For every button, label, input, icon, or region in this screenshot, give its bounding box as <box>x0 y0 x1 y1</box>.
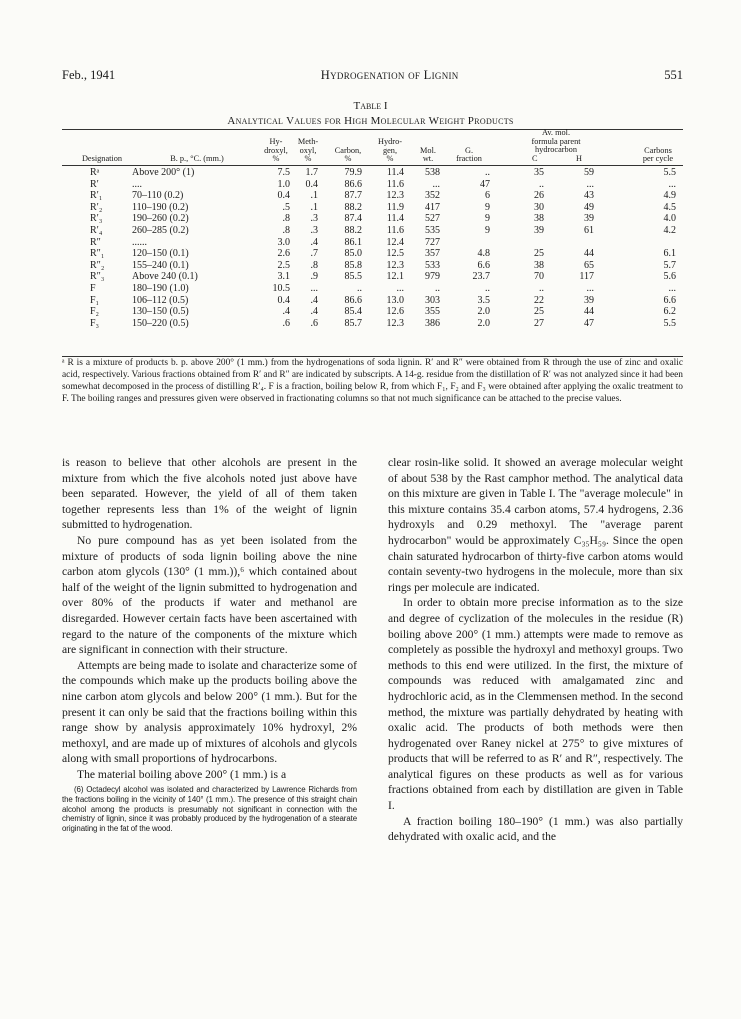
cell-carbon: 85.7 <box>344 317 362 329</box>
cell-bp: 150–220 (0.5) <box>132 317 189 329</box>
cell-molwt: .. <box>435 282 440 294</box>
cell-bp: 155–240 (0.1) <box>132 259 189 271</box>
cell-parent-h: 39 <box>584 294 594 306</box>
cell-hydroxyl: .4 <box>282 306 290 318</box>
col-header-avmol-line: hydrocarbon <box>535 145 577 155</box>
cell-designation: R′₃ <box>90 213 103 225</box>
cell-hydroxyl: 1.0 <box>277 178 290 190</box>
cell-designation: R′ <box>90 178 99 190</box>
table-header <box>62 128 683 165</box>
cell-hydrogen: 12.3 <box>386 259 404 271</box>
cell-hydroxyl: .8 <box>282 224 290 236</box>
table-header-rule <box>62 165 683 166</box>
cell-hydrogen: ... <box>396 282 404 294</box>
cell-gfraction: 6.6 <box>477 259 490 271</box>
cell-methoxyl: .1 <box>310 201 318 213</box>
cell-parent-c: 25 <box>534 306 544 318</box>
cell-carbons-per-cycle: ... <box>668 282 676 294</box>
cell-parent-h: 39 <box>584 213 594 225</box>
col-header-carbon-line: Carbon, <box>334 145 362 155</box>
cell-hydrogen: 12.6 <box>386 306 404 318</box>
paragraph: clear rosin-like solid. It showed an average molecular weight of about 538 by the Rast camphor method. The analytical data on this mixture are given in Table I. The "average molecule" in this mixture contains 35.4 carbon atoms, 57.4 hydrogens, 2.36 hydroxyls and 0.29 methoxyl. The "average parent hydrocarbon" would be approximately C₃₅H₅₉. Since the open chain saturated hydrocarbon of thirty-five carbon atoms would contain seventy-two hydrogens in the molecule, more than six rings per molecule are indicated. <box>388 456 683 594</box>
cell-hydrogen: 11.4 <box>386 213 404 225</box>
running-header <box>62 68 683 83</box>
paragraph: The material boiling above 200° (1 mm.) is a <box>77 767 287 781</box>
cell-hydrogen: 13.0 <box>386 294 404 306</box>
cell-gfraction: 4.8 <box>477 248 490 260</box>
cell-parent-h: 59 <box>584 167 594 178</box>
col-header-hydroxyl-line: Hy- <box>269 137 283 147</box>
cell-hydrogen: 12.4 <box>386 236 404 248</box>
cell-designation: R″₃ <box>90 271 105 283</box>
cell-parent-c: 38 <box>534 259 544 271</box>
col-header-avmol-sub <box>506 155 606 164</box>
cell-bp: Above 200° (1) <box>132 167 195 178</box>
table-row <box>62 306 683 318</box>
cell-molwt: 303 <box>425 294 440 306</box>
cell-methoxyl: .7 <box>310 248 318 260</box>
cell-hydroxyl: 10.5 <box>272 282 290 294</box>
cell-carbons-per-cycle: 5.5 <box>663 317 676 329</box>
cell-parent-c: .. <box>539 282 544 294</box>
cell-methoxyl: .1 <box>310 190 318 202</box>
cell-bp: .... <box>132 178 142 190</box>
table-row <box>62 202 683 214</box>
cell-methoxyl: .3 <box>310 213 318 225</box>
cell-designation: R″₂ <box>90 259 105 271</box>
cell-designation: F₂ <box>90 306 100 318</box>
col-header-methoxyl <box>288 138 328 164</box>
col-header-hydrogen <box>370 138 410 164</box>
right-column <box>388 455 683 845</box>
cell-parent-h: 44 <box>584 248 594 260</box>
cell-hydroxyl: 2.6 <box>277 248 290 260</box>
cell-designation: R′₂ <box>90 201 103 213</box>
cell-molwt: 533 <box>425 259 440 271</box>
header-title: Hydrogenation of Lignin <box>320 68 459 82</box>
header-page-number: 551 <box>664 68 683 82</box>
col-header-gfraction-line: fraction <box>456 154 482 164</box>
cell-hydrogen: 11.6 <box>386 224 404 236</box>
table-row <box>62 271 683 283</box>
col-header-hydroxyl-line: % <box>272 154 280 164</box>
cell-carbon: 86.1 <box>344 236 362 248</box>
table-caption: Table I <box>353 100 388 112</box>
col-header-carbon <box>326 147 370 164</box>
cell-parent-h: ... <box>586 178 594 190</box>
cell-gfraction: 6 <box>485 190 490 202</box>
table-row <box>62 213 683 225</box>
cell-carbons-per-cycle: 4.9 <box>663 190 676 202</box>
cell-gfraction: 2.0 <box>477 306 490 318</box>
table-row <box>62 167 683 179</box>
header-date: Feb., 1941 <box>62 68 116 82</box>
cell-gfraction: 9 <box>485 213 490 225</box>
cell-hydrogen: 12.3 <box>386 317 404 329</box>
cell-parent-c: 30 <box>534 201 544 213</box>
cell-carbon: 87.4 <box>344 213 362 225</box>
cell-designation: Rᵃ <box>90 167 100 178</box>
col-header-molwt <box>410 147 446 164</box>
cell-parent-c: 39 <box>534 224 544 236</box>
cell-carbon: 85.8 <box>344 259 362 271</box>
cell-bp: 190–260 (0.2) <box>132 213 189 225</box>
table-row <box>62 190 683 202</box>
paragraph: A fraction boiling 180–190° (1 mm.) was also partially dehydrated with oxalic acid, and the <box>388 814 683 844</box>
cell-carbons-per-cycle: 5.7 <box>663 259 676 271</box>
cell-parent-h: 117 <box>579 271 594 283</box>
cell-bp: 70–110 (0.2) <box>132 190 184 202</box>
cell-methoxyl: .9 <box>310 271 318 283</box>
cell-bp: ...... <box>132 236 147 248</box>
cell-parent-c: 38 <box>534 213 544 225</box>
cell-methoxyl: .4 <box>310 294 318 306</box>
col-header-carbon-line: % <box>344 154 352 164</box>
table-row <box>62 179 683 191</box>
cell-methoxyl: .8 <box>310 259 318 271</box>
cell-gfraction: 3.5 <box>477 294 490 306</box>
cell-bp: 260–285 (0.2) <box>132 224 189 236</box>
col-header-avmol-c: C <box>532 154 538 163</box>
cell-hydrogen: 11.9 <box>386 201 404 213</box>
cell-hydroxyl: 3.0 <box>277 236 290 248</box>
cell-hydroxyl: 2.5 <box>277 259 290 271</box>
col-header-carbons-line: per cycle <box>642 154 674 164</box>
cell-carbons-per-cycle: 5.6 <box>663 271 676 283</box>
cell-designation: F₃ <box>90 317 100 329</box>
cell-designation: R″₁ <box>90 248 105 260</box>
cell-bp: 180–190 (1.0) <box>132 282 189 294</box>
cell-gfraction: .. <box>485 167 490 178</box>
cell-hydroxyl: 7.5 <box>277 167 290 178</box>
col-header-hydrogen-line: Hydro- <box>378 137 402 147</box>
col-header-avmol-h: H <box>576 154 582 163</box>
cell-gfraction: 47 <box>480 178 490 190</box>
cell-bp: 106–112 (0.5) <box>132 294 189 306</box>
cell-designation: R′₄ <box>90 224 103 236</box>
cell-hydroxyl: .5 <box>282 201 290 213</box>
cell-carbons-per-cycle: 4.2 <box>663 224 676 236</box>
paragraph: In order to obtain more precise information as to the size and degree of cyclization of the molecules in the residue (R) boiling above 200° (1 mm.) attempts were made to remove as completely as possible the hydroxyl and methoxyl groups. Two methods to this end were utilized. In the first, the mixture of compounds was reduced with amalgamated zinc and hydrochloric acid, as in the Clemmensen method. In the second method, the mixture was partially dehydrated by heating with oxalic acid. The products of both methods were then hydrogenated over Raney nickel at 275° to give mixtures of products that will be referred to as R′ and R″, respectively. The analytical figures on these products as well as for various fractions obtained from each by distillation are given in Table I. <box>388 596 683 813</box>
cell-bp: 110–190 (0.2) <box>132 201 189 213</box>
cell-gfraction: 9 <box>485 201 490 213</box>
cell-parent-h: 43 <box>584 190 594 202</box>
cell-carbon: 85.0 <box>344 248 362 260</box>
left-column <box>62 455 357 833</box>
cell-carbon: 88.2 <box>344 201 362 213</box>
cell-hydrogen: 12.5 <box>386 248 404 260</box>
cell-parent-c: 27 <box>534 317 544 329</box>
cell-methoxyl: .4 <box>310 236 318 248</box>
cell-molwt: 386 <box>425 317 440 329</box>
cell-gfraction: 23.7 <box>472 271 490 283</box>
col-header-avmol <box>506 129 606 164</box>
cell-molwt: 979 <box>425 271 440 283</box>
cell-parent-c: .. <box>539 178 544 190</box>
cell-carbon: 88.2 <box>344 224 362 236</box>
cell-carbon: 79.9 <box>344 167 362 178</box>
cell-methoxyl: .4 <box>310 306 318 318</box>
cell-molwt: 538 <box>425 167 440 178</box>
cell-parent-h: 44 <box>584 306 594 318</box>
paragraph: Attempts are being made to isolate and characterize some of the compounds which make up the products boiling above the nine carbon atom glycols and below 200° (1 mm.). But for the present it can only be said that the fractions boiling within this range show by analysis approximately 10% hydroxyl, 2% methoxyl, and are made up of mixtures of alcohols and glycols along with small proportions of hydrocarbons. <box>62 658 357 766</box>
cell-carbon: 86.6 <box>344 294 362 306</box>
cell-hydrogen: 11.4 <box>386 167 404 178</box>
col-header-avmol-line: Av. mol. <box>541 128 571 138</box>
col-header-hydrogen-line: % <box>386 154 394 164</box>
cell-methoxyl: 1.7 <box>305 167 318 178</box>
col-header-carbons <box>628 147 688 164</box>
cell-carbon: 85.5 <box>344 271 362 283</box>
cell-carbons-per-cycle: ... <box>668 178 676 190</box>
cell-parent-c: 25 <box>534 248 544 260</box>
cell-carbons-per-cycle: 6.2 <box>663 306 676 318</box>
cell-molwt: 355 <box>425 306 440 318</box>
table-row <box>62 225 683 237</box>
paragraph: is reason to believe that other alcohols are present in the mixture from which the five alcohols noted just above have been separated. However, the yield of all of them taken together represents less than 1% of the weight of lignin submitted to hydrogenation. <box>62 456 357 532</box>
cell-hydroxyl: 0.4 <box>277 294 290 306</box>
cell-parent-h: ... <box>586 282 594 294</box>
col-header-methoxyl-line: % <box>304 154 312 164</box>
cell-carbon: 87.7 <box>344 190 362 202</box>
cell-parent-c: 22 <box>534 294 544 306</box>
col-header-gfraction <box>446 147 492 164</box>
cell-molwt: 357 <box>425 248 440 260</box>
cell-molwt: 352 <box>425 190 440 202</box>
col-header-bp: B. p., °C. (mm.) <box>170 154 224 164</box>
col-header-designation: Designation <box>81 154 123 164</box>
cell-gfraction: 2.0 <box>477 317 490 329</box>
cell-hydrogen: 12.1 <box>386 271 404 283</box>
cell-molwt: 535 <box>425 224 440 236</box>
cell-hydroxyl: 3.1 <box>277 271 290 283</box>
cell-parent-h: 65 <box>584 259 594 271</box>
cell-hydrogen: 11.6 <box>386 178 404 190</box>
cell-methoxyl: .6 <box>310 317 318 329</box>
col-header-hydroxyl-line: droxyl, <box>264 145 288 155</box>
cell-bp: 130–150 (0.5) <box>132 306 189 318</box>
col-header-molwt-line: Mol. <box>420 145 436 155</box>
cell-bp: 120–150 (0.1) <box>132 248 189 260</box>
cell-designation: R″ <box>90 236 101 248</box>
cell-carbons-per-cycle: 6.1 <box>663 248 676 260</box>
cell-hydrogen: 12.3 <box>386 190 404 202</box>
footnote-6: (6) Octadecyl alcohol was isolated and characterized by Lawrence Richards from the fractions boiling in the vicinity of 140° (1 mm.). The presence of this straight chain alcohol among the products is presumably not significant in connection with the chemistry of lignin, since it was probably produced by the hydrogenation of a stearate originating in the fat of the wood. <box>62 785 357 833</box>
col-header-molwt-line: wt. <box>422 154 434 164</box>
cell-parent-h: 47 <box>584 317 594 329</box>
col-header-avmol-line: formula parent <box>531 136 581 146</box>
paragraph: No pure compound has as yet been isolated from the mixture of products of soda lignin boiling above the nine carbon atom glycols (130° (1 mm.)),⁶ which contained about half of the weight of the lignin submitted to hydrogenation and over 80% of the products if water and methanol are disregarded. However certain facts have been ascertained with regard to the nature of the components of the mixture which are significant in connection with their structure. <box>62 533 357 657</box>
cell-molwt: ... <box>432 178 440 190</box>
cell-parent-c: 70 <box>534 271 544 283</box>
cell-designation: R′₁ <box>90 190 103 202</box>
cell-carbon: 86.6 <box>344 178 362 190</box>
cell-parent-c: 35 <box>534 167 544 178</box>
cell-designation: F₁ <box>90 294 100 306</box>
cell-bp: Above 240 (0.1) <box>132 271 198 283</box>
cell-molwt: 527 <box>425 213 440 225</box>
cell-parent-h: 61 <box>584 224 594 236</box>
cell-methoxyl: 0.4 <box>305 178 318 190</box>
cell-gfraction: 9 <box>485 224 490 236</box>
col-header-hydrogen-line: gen, <box>382 145 398 155</box>
cell-carbon: 85.4 <box>344 306 362 318</box>
cell-parent-c: 26 <box>534 190 544 202</box>
cell-hydroxyl: .8 <box>282 213 290 225</box>
cell-carbons-per-cycle: 4.5 <box>663 201 676 213</box>
cell-carbons-per-cycle: 5.5 <box>663 167 676 178</box>
table-title: Analytical Values for High Molecular Weight Products <box>227 115 514 127</box>
table-row <box>62 248 683 260</box>
col-header-methoxyl-line: Meth- <box>297 137 319 147</box>
cell-designation: F <box>90 282 96 294</box>
col-header-methoxyl-line: oxyl, <box>299 145 317 155</box>
table-row <box>62 237 683 249</box>
cell-molwt: 727 <box>425 236 440 248</box>
cell-gfraction: .. <box>485 282 490 294</box>
table-row <box>62 260 683 272</box>
table-footnote: ᵃ R is a mixture of products b. p. above 200° (1 mm.) from the hydrogenations of soda lignin. R′ and R″ were obtained from R through the use of zinc and oxalic acid, respectively. Various fractions obtained from R′ and R″ are indicated by subscripts. A 14-g. residue from the distillation of R′ was not analyzed since it had been somewhat decomposed in the process of distilling R′₄. F is a fraction, boiling below R, from which F₁, F₂ and F₃ were obtained after applying the oxalic treatment to F. The boiling ranges and pressures given were observed in fractionating columns so that not much significance can be attached to the precise values. <box>62 358 683 404</box>
cell-carbons-per-cycle: 4.0 <box>663 213 676 225</box>
cell-carbons-per-cycle: 6.6 <box>663 294 676 306</box>
cell-hydroxyl: 0.4 <box>277 190 290 202</box>
table-row <box>62 318 683 330</box>
cell-methoxyl: .3 <box>310 224 318 236</box>
cell-hydroxyl: .6 <box>282 317 290 329</box>
col-header-gfraction-line: G. <box>464 145 474 155</box>
cell-molwt: 417 <box>425 201 440 213</box>
table-row <box>62 295 683 307</box>
cell-carbon: .. <box>357 282 362 294</box>
table-bottom-rule <box>62 356 683 357</box>
table-body <box>62 167 683 329</box>
cell-parent-h: 49 <box>584 201 594 213</box>
col-header-carbons-line: Carbons <box>644 145 672 155</box>
cell-methoxyl: ... <box>310 282 318 294</box>
table-row <box>62 283 683 295</box>
